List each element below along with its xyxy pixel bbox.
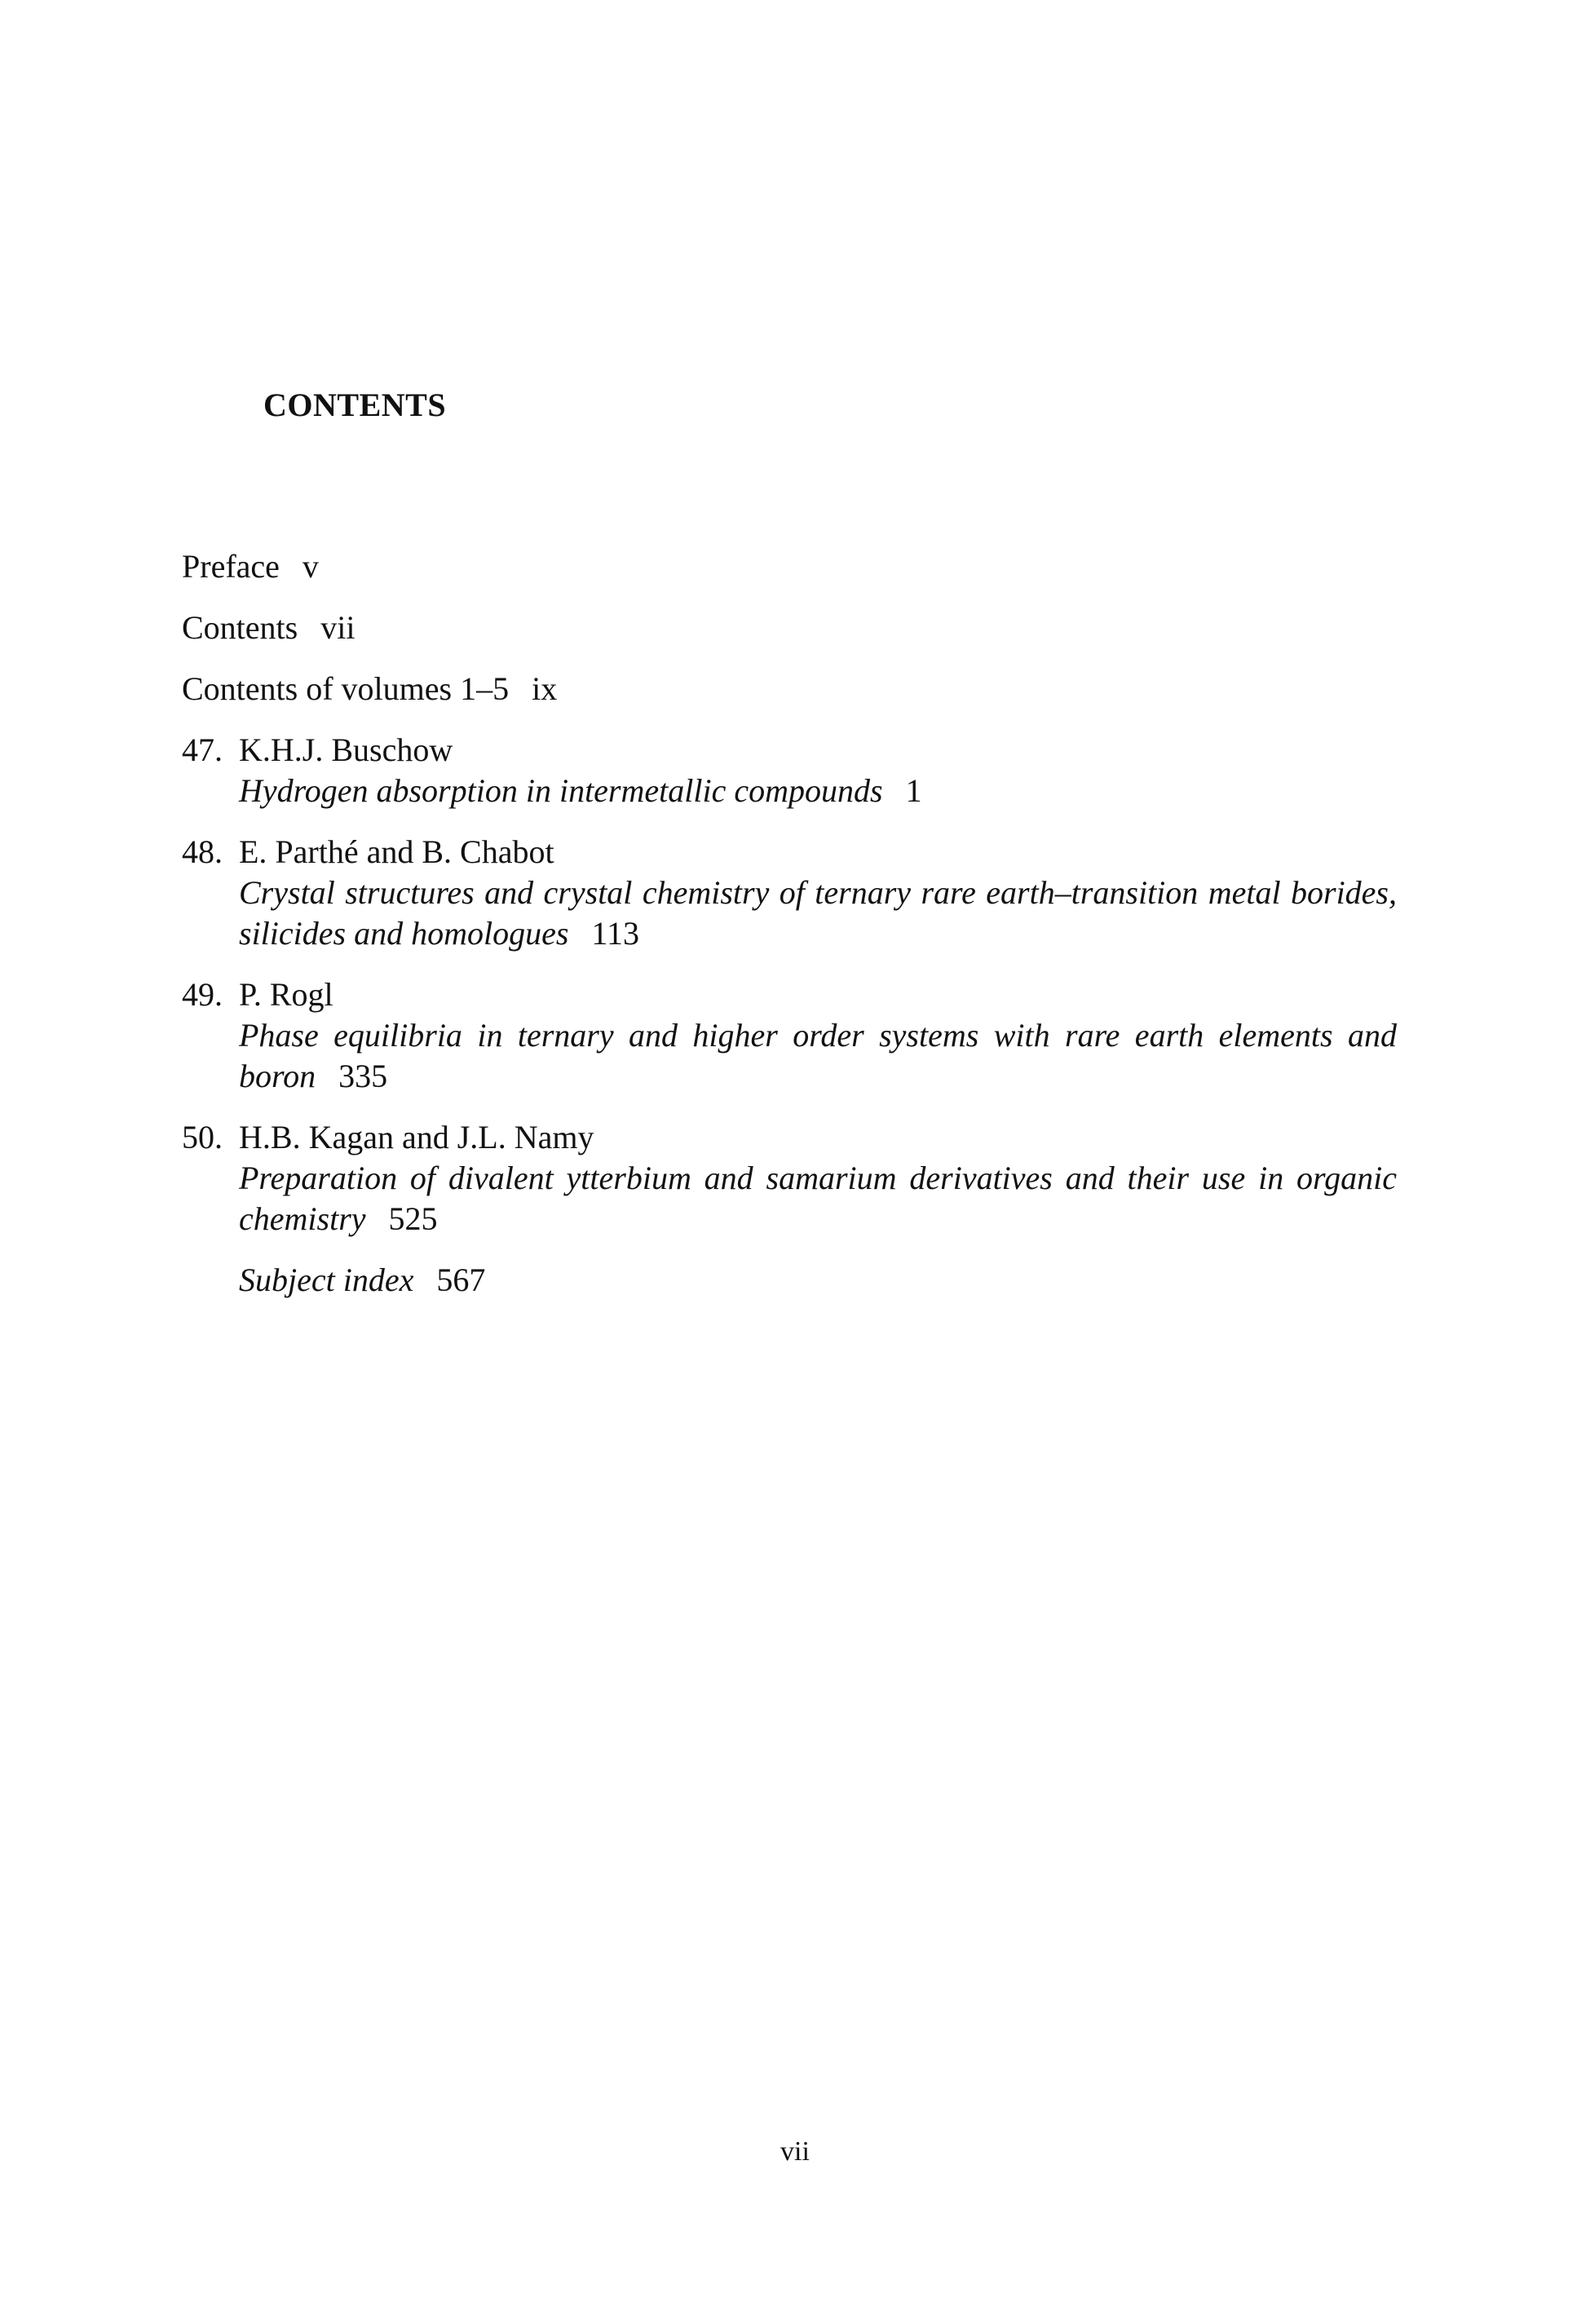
chapter-number: 47.	[182, 731, 223, 768]
toc-entry-page: vii	[320, 609, 356, 646]
toc-entry-contents-of-volumes	[182, 669, 1405, 709]
table-of-contents	[182, 546, 1405, 1301]
chapter-title-block	[239, 1158, 1397, 1239]
toc-entry-preface	[182, 546, 1405, 587]
chapter-title-block	[239, 873, 1397, 954]
toc-entry-contents	[182, 608, 1405, 648]
page-heading: CONTENTS	[263, 387, 447, 423]
toc-entry-label: Preface	[182, 548, 280, 585]
toc-entry-page: ix	[532, 670, 558, 707]
chapter-authors: E. Parthé and B. Chabot	[239, 833, 554, 870]
chapter-page: 1	[905, 772, 922, 809]
chapter-title: Preparation of divalent ytterbium and samarium derivatives and their use in organic chemistry	[239, 1160, 1397, 1237]
chapter-title-block	[239, 1015, 1397, 1097]
toc-chapter-48	[182, 832, 1405, 954]
chapter-authors: H.B. Kagan and J.L. Namy	[239, 1119, 594, 1155]
toc-chapter-49	[182, 974, 1405, 1097]
chapter-title: Phase equilibria in ternary and higher order systems with rare earth elements and boron	[239, 1017, 1397, 1094]
chapter-authors: P. Rogl	[239, 976, 333, 1013]
chapter-number: 48.	[182, 833, 223, 870]
toc-entry-page: 567	[436, 1261, 486, 1298]
chapter-number: 50.	[182, 1119, 223, 1155]
chapter-title: Hydrogen absorption in intermetallic compounds	[239, 772, 883, 809]
chapter-page: 525	[388, 1200, 438, 1237]
toc-chapter-50	[182, 1117, 1405, 1239]
page-number: vii	[780, 2136, 810, 2167]
toc-entry-page: v	[302, 548, 319, 585]
toc-entry-label: Subject index	[239, 1261, 414, 1298]
toc-entry-label: Contents	[182, 609, 298, 646]
chapter-page: 335	[338, 1058, 388, 1094]
chapter-title-block	[239, 771, 1397, 811]
toc-entry-subject-index	[182, 1260, 1405, 1301]
chapter-title: Crystal structures and crystal chemistry of ternary rare earth–transition metal borides, silicides and homologues	[239, 874, 1397, 952]
toc-entry-label: Contents of volumes 1–5	[182, 670, 510, 707]
chapter-page: 113	[591, 915, 639, 952]
chapter-number: 49.	[182, 976, 223, 1013]
toc-chapter-47	[182, 730, 1405, 811]
chapter-authors: K.H.J. Buschow	[239, 731, 453, 768]
